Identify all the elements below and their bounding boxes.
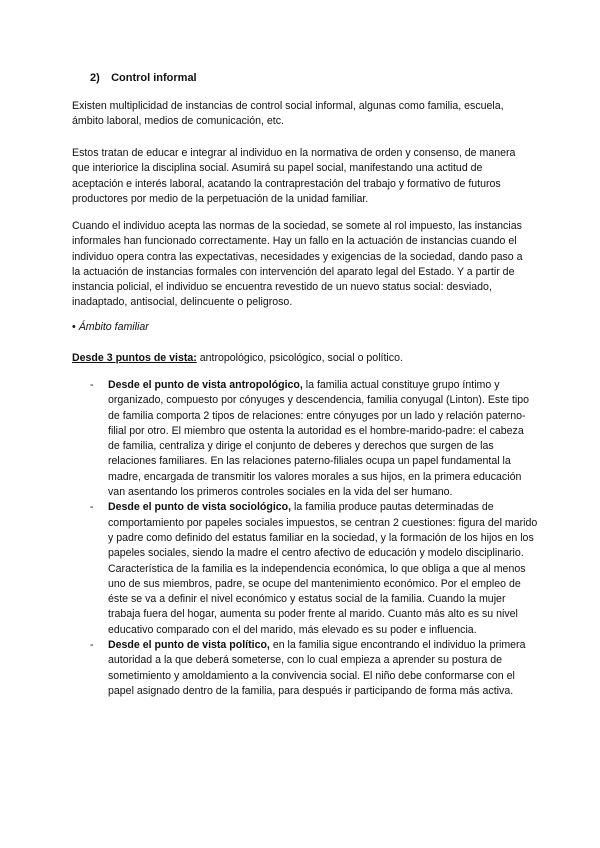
list-item-title: Desde el punto de vista sociológico, [108,501,292,514]
paragraph-instances: Existen multiplicidad de instancias de control social informal, algunas como familia, escuela, ámbito laboral, medios de comunicación, etc. [72,100,504,128]
dash-bullet: - [90,639,94,652]
list-item-text: en la familia sigue encontrando el individuo la primera autoridad a la que deberá someterse, con lo cual empieza a aprender su postura de sometimiento y amoldamiento a la convivencia social. El niño debe conformarse con el papel asignado dentro de la familia, para después ir participando de forma más activa. [108,639,526,697]
subsection-title: Ámbito familiar [78,321,149,333]
bullet-icon: • [72,321,76,333]
viewpoints-rest: antropológico, psicológico, social o político. [196,352,403,364]
list-item-title: Desde el punto de vista antropológico, [108,379,303,391]
list-item-anthropological [90,378,538,500]
viewpoints-lead: Desde 3 puntos de vista: [72,352,197,364]
list-item-political [90,638,538,699]
viewpoint-list [90,378,538,699]
list-item-text: la familia produce pautas determinadas de comportamiento por papeles sociales impuestos, se centran 2 cuestiones: figura del marido y padre como definido del estatus familiar en la sociedad, y la formación de los hijos en los papeles sociales, siendo la madre el centro afectivo de educación y modelo disciplinario. Característica de la familia es la independencia económica, lo que obliga a que al menos uno de sus miembros, padre, se ocupe del mantenimiento económico. Por el empleo de éste se va a definir el nivel económico y estatus social de la familia. Cuando la mujer trabaja fuera del hogar, aumenta su poder frente al marido. Cuanto más alto es su nivel educativo comparado con el del marido, más elevado es su poder e influencia. [108,501,538,636]
list-item-sociological [90,500,538,638]
paragraph-norms: Cuando el individuo acepta las normas de la sociedad, se somete al rol impuesto, las instancias informales han funcionado correctamente. Hay un fallo en la actuación de instancias cuando el individuo opera contra las expectativas, necesidades y exigencias de la sociedad, dando paso a la actuación de instancias formales con intervención del aparato legal del Estado. Y a partir de instancia policial, el individuo se encuentra revestido de un nuevo status social: desviado, inadaptado, antisocial, delincuente o peligroso. [72,220,523,309]
list-item-title: Desde el punto de vista político, [108,639,270,652]
section-number: 2) [90,72,100,84]
dash-bullet: - [90,501,94,514]
section-title: Control informal [111,72,197,84]
viewpoints-line [72,351,403,366]
dash-bullet: - [90,379,94,391]
section-heading [90,71,197,86]
list-item-text: la familia actual constituye grupo íntimo y organizado, compuesto por cónyuges y descendencia, familia conyugal (Linton). Este tipo de familia comporta 2 tipos de relaciones: entre cónyuges por un lado y relación paterno-filial por otro. El miembro que ostenta la autoridad es el hombre-marido-padre: el cabeza de familia, centraliza y dirige el conjunto de deberes y derechos que surgen de las relaciones familiares. En las relaciones paterno-filiales ocupa un papel fundamental la madre, encargada de transmitir los valores morales a sus hijos, en la primera educación van asentando los primeros controles sociales en la vida del ser humano. [108,379,530,499]
paragraph-education: Estos tratan de educar e integrar al individuo en la normativa de orden y consenso, de manera que interiorice la disciplina social. Asumirá su papel social, manifestando una actitud de aceptación e interés laboral, acatando la contraprestación del trabajo y formativo de futuros productores por medio de la perpetuación de la unidad familiar. [72,147,516,205]
subsection-heading [72,320,149,335]
